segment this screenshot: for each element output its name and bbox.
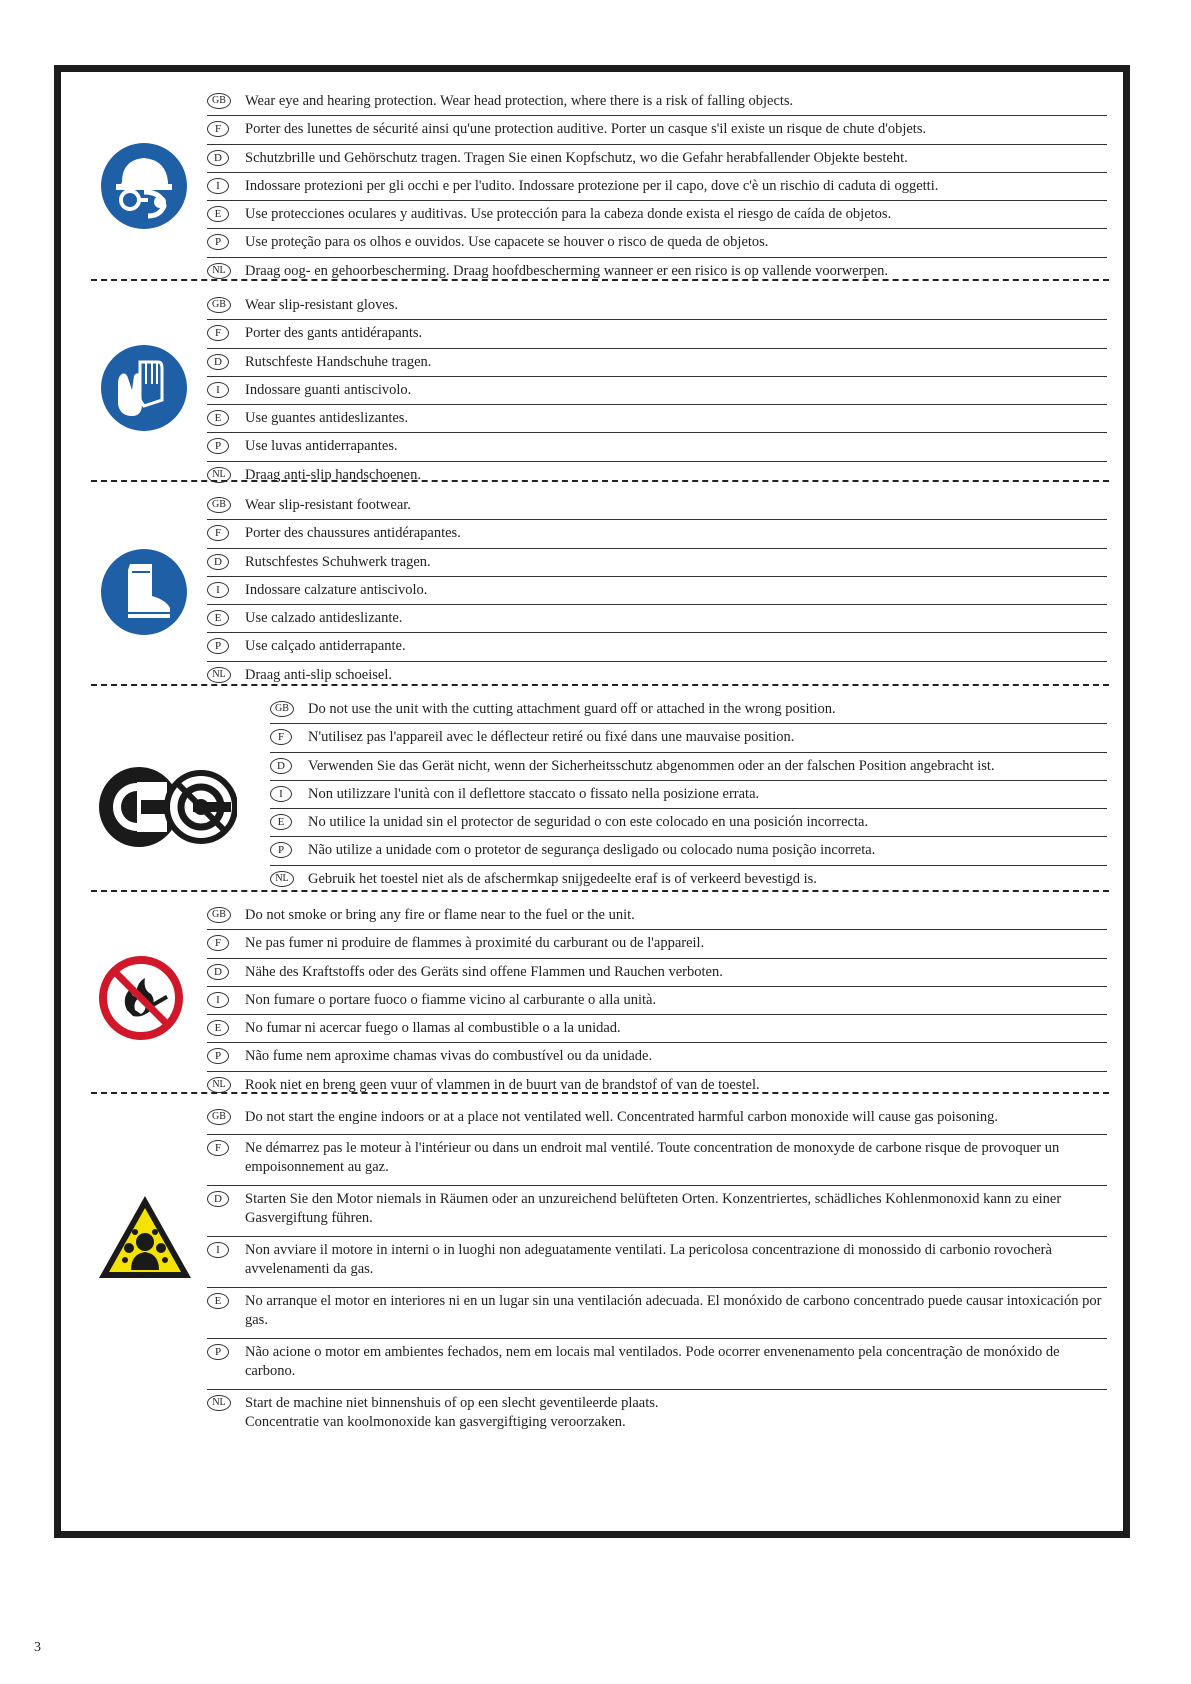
toxic-gas-warning-icon [95,1192,195,1287]
language-badge: P [270,842,292,858]
instruction-row-e [270,809,1107,837]
instruction-text: Do not use the unit with the cutting attachment guard off or attached in the wrong position. [308,701,836,717]
instruction-text: Wear slip-resistant footwear. [245,497,411,513]
instruction-row-e [207,201,1107,229]
section-divider [91,1092,1109,1094]
language-badge: E [207,1020,229,1036]
instruction-text: Porter des gants antidérapants. [245,325,423,342]
instruction-text: Non utilizzare l'unità con il deflettore staccato o fissato nella posizione errata. [308,785,760,802]
instruction-text: Nähe des Kraftstoffs oder des Geräts sind offene Flammen und Rauchen verboten. [245,963,723,980]
instruction-row-e [207,1288,1107,1339]
instruction-row-i [207,577,1107,605]
language-badge: I [207,992,229,1008]
instruction-row-f [207,520,1107,548]
language-badge: P [207,1344,229,1360]
instruction-text: Não acione o motor em ambientes fechados, nem em locais mal ventilados. Pode ocorrer envenenamento pela concentração de monóxido de carbono. [245,1344,1060,1379]
instruction-row-nl [207,258,1107,286]
language-badge: I [207,582,229,598]
instruction-row-gb [207,88,1107,116]
language-badge: F [207,121,229,137]
instruction-row-nl [207,1072,1107,1100]
instruction-text: No arranque el motor en interiores ni en un lugar sin una ventilación adecuada. El monóxido de carbono concentrado puede causar intoxicación por gas. [245,1293,1102,1328]
instruction-row-f [207,930,1107,958]
instruction-row-i [207,377,1107,405]
section-rows-toxic-gas [207,1104,1107,1441]
instruction-row-nl [207,1390,1107,1441]
no-smoking-no-flame-icon [97,954,185,1047]
instruction-text: Do not start the engine indoors or at a place not ventilated well. Concentrated harmful carbon monoxide will cause gas poisoning. [245,1109,998,1125]
instruction-text: Use protecciones oculares y auditivas. Use protección para la cabeza donde exista el riesgo de caída de objetos. [245,206,892,223]
language-badge: NL [270,871,294,887]
instruction-row-gb [207,292,1107,320]
instruction-text: Gebruik het toestel niet als de afschermkap snijgedeelte eraf is of verkeerd bevestigd is. [308,870,817,887]
instruction-text: Indossare protezioni per gli occhi e per l'udito. Indossare protezione per il capo, dove c'è un rischio di caduta di oggetti. [245,177,939,194]
language-badge: P [207,234,229,250]
language-badge: D [207,1191,229,1207]
instruction-row-gb [270,696,1107,724]
instruction-row-p [207,1339,1107,1390]
section-rows-gloves [207,292,1107,490]
instruction-text: Não utilize a unidade com o protetor de segurança desligado ou colocado numa posição incorreta. [308,842,876,859]
instruction-row-p [270,837,1107,865]
language-badge: D [207,354,229,370]
instruction-text: Starten Sie den Motor niemals in Räumen oder an unzureichend belüfteten Orten. Konzentriertes, schädliches Kohlenmonoxid kann zu einer Gasvergiftung führen. [245,1191,1062,1226]
safety-instructions-frame [54,65,1130,1538]
instruction-row-d [270,753,1107,781]
language-badge: NL [207,263,231,279]
instruction-text: No utilice la unidad sin el protector de seguridad o con este colocado en una posición incorrecta. [308,814,869,831]
instruction-row-f [207,116,1107,144]
section-rows-eye-protection [207,88,1107,286]
instruction-row-i [207,173,1107,201]
instruction-row-d [207,145,1107,173]
instruction-row-i [207,987,1107,1015]
section-rows-cutting-guard [270,696,1107,894]
instruction-text: Rutschfestes Schuhwerk tragen. [245,553,431,570]
instruction-text: Use luvas antiderrapantes. [245,438,398,455]
instruction-text: Wear slip-resistant gloves. [245,297,399,313]
language-badge: GB [270,701,294,717]
section-rows-no-smoking [207,902,1107,1100]
instruction-row-p [207,433,1107,461]
instruction-text: Rutschfeste Handschuhe tragen. [245,353,432,370]
instruction-row-e [207,1015,1107,1043]
language-badge: P [207,1048,229,1064]
language-badge: D [207,554,229,570]
instruction-text: Ne pas fumer ni produire de flammes à proximité du carburant ou de l'appareil. [245,935,705,952]
language-badge: E [207,610,229,626]
section-divider [91,279,1109,281]
instruction-text: Use guantes antideslizantes. [245,410,409,427]
section-divider [91,684,1109,686]
instruction-text: Ne démarrez pas le moteur à l'intérieur ou dans un endroit mal ventilé. Toute concentration de monoxyde de carbone risque de provoquer un empoisonnement au gaz. [245,1140,1060,1175]
instruction-row-p [207,229,1107,257]
language-badge: I [207,382,229,398]
language-badge: NL [207,667,231,683]
instruction-row-d [207,549,1107,577]
instruction-row-i [207,1237,1107,1288]
language-badge: F [207,1140,229,1156]
language-badge: E [207,206,229,222]
instruction-text: Draag anti-slip schoeisel. [245,666,392,683]
instruction-row-gb [207,1104,1107,1135]
instruction-row-gb [207,492,1107,520]
instruction-text: Do not smoke or bring any fire or flame near to the fuel or the unit. [245,907,635,923]
instruction-text: Verwenden Sie das Gerät nicht, wenn der Sicherheitsschutz abgenommen oder an der falschen Position angebracht ist. [308,757,995,774]
language-badge: GB [207,1109,231,1125]
instruction-text: No fumar ni acercar fuego o llamas al combustible o a la unidad. [245,1020,621,1037]
instruction-row-d [207,349,1107,377]
language-badge: P [207,638,229,654]
instruction-row-d [207,1186,1107,1237]
page-number: 3 [34,1640,41,1655]
instruction-text: Porter des chaussures antidérapantes. [245,525,461,542]
instruction-text: Non fumare o portare fuoco o fiamme vicino al carburante o alla unità. [245,991,657,1008]
instruction-row-gb [207,902,1107,930]
language-badge: F [207,325,229,341]
instruction-row-p [207,1043,1107,1071]
instruction-row-f [207,1135,1107,1186]
language-badge: I [207,1242,229,1258]
section-divider [91,480,1109,482]
language-badge: D [207,964,229,980]
language-badge: NL [207,1077,231,1093]
language-badge: I [207,178,229,194]
instruction-row-d [207,959,1107,987]
instruction-text: Non avviare il motore in interni o in luoghi non adeguatamente ventilati. La pericolosa concentrazione di monossido di carbonio rovocherà avvelenamenti da gas. [245,1242,1052,1277]
gloves-icon [100,344,188,437]
cutting-guard-icon [97,762,237,857]
instruction-row-e [207,405,1107,433]
language-badge: F [207,525,229,541]
language-badge: GB [207,907,231,923]
instruction-text: N'utilisez pas l'appareil avec le déflecteur retiré ou fixé dans une mauvaise position. [308,729,795,746]
instruction-text: Use calçado antiderrapante. [245,638,406,655]
instruction-text: Wear eye and hearing protection. Wear head protection, where there is a risk of falling objects. [245,93,794,109]
language-badge: I [270,786,292,802]
language-badge: D [207,150,229,166]
instruction-text: Não fume nem aproxime chamas vivas do combustível ou da unidade. [245,1048,653,1065]
language-badge: F [270,729,292,745]
instruction-text: Schutzbrille und Gehörschutz tragen. Tragen Sie einen Kopfschutz, wo die Gefahr herabfallender Objekte besteht. [245,149,908,166]
language-badge: E [270,814,292,830]
instruction-text: Rook niet en breng geen vuur of vlammen in de buurt van de brandstof of van de toestel. [245,1076,760,1093]
instruction-text: Draag anti-slip handschoenen. [245,466,421,483]
instruction-text: Porter des lunettes de sécurité ainsi qu'une protection auditive. Porter un casque s'il existe un risque de chute d'objets. [245,121,927,138]
language-badge: NL [207,1395,231,1411]
language-badge: NL [207,467,231,483]
section-divider [91,890,1109,892]
language-badge: GB [207,297,231,313]
instruction-row-p [207,633,1107,661]
instruction-text: Indossare calzature antiscivolo. [245,581,428,598]
instruction-text: Start de machine niet binnenshuis of op een slecht geventileerde plaats. Concentratie van koolmonoxide kan gasvergiftiging veroorzaken. [245,1395,659,1430]
language-badge: P [207,438,229,454]
instruction-text: Use proteção para os olhos e ouvidos. Use capacete se houver o risco de queda de objetos. [245,234,769,251]
language-badge: GB [207,93,231,109]
language-badge: GB [207,497,231,513]
instruction-row-e [207,605,1107,633]
instruction-row-f [270,724,1107,752]
section-rows-boots [207,492,1107,690]
language-badge: E [207,1293,229,1309]
instruction-row-f [207,320,1107,348]
instruction-row-i [270,781,1107,809]
instruction-row-nl [207,462,1107,490]
instruction-text: Draag oog- en gehoorbescherming. Draag hoofdbescherming wanneer er een risico is op vallende voorwerpen. [245,262,888,279]
instruction-text: Use calzado antideslizante. [245,610,403,627]
eye-head-protection-icon [100,142,188,235]
instruction-text: Indossare guanti antiscivolo. [245,381,412,398]
language-badge: D [270,758,292,774]
language-badge: F [207,935,229,951]
safety-boot-icon [100,548,188,641]
language-badge: E [207,410,229,426]
